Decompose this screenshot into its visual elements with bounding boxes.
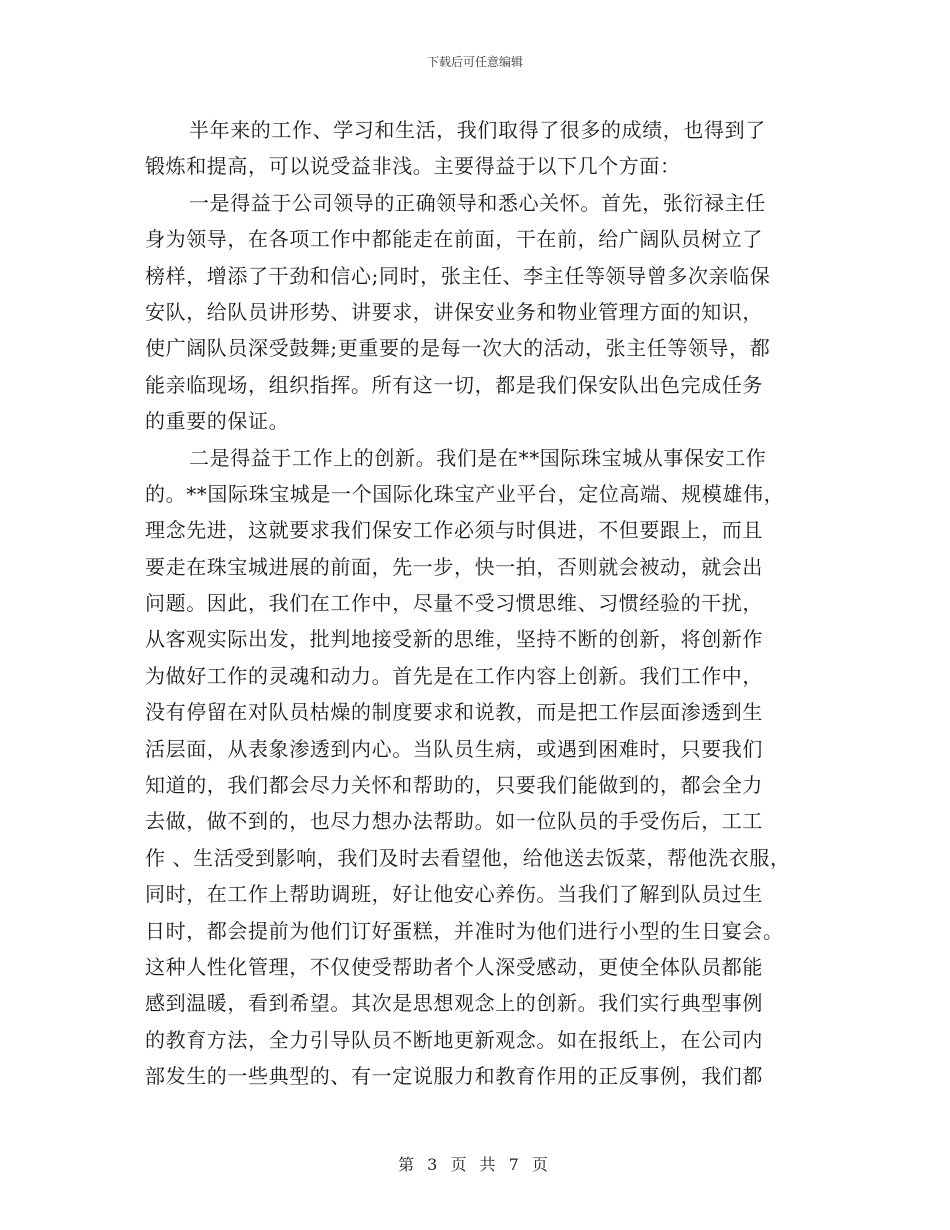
text-line: 活层面，从表象渗透到内心。当队员生病，或遇到困难时，只要我们: [145, 736, 763, 761]
text-line: 知道的，我们都会尽力关怀和帮助的，只要我们能做到的，都会全力: [145, 773, 763, 798]
text-line: 同时，在工作上帮助调班，好让他安心养伤。当我们了解到队员过生: [145, 882, 763, 907]
text-line: 的教育方法，全力引导队员不断地更新观念。如在报纸上，在公司内: [145, 1027, 763, 1052]
text-line: 的。**国际珠宝城是一个国际化珠宝产业平台，定位高端、规模雄伟，: [145, 481, 785, 506]
text-line: 使广阔队员深受鼓舞;更重要的是每一次大的活动，张主任等领导，都: [145, 336, 771, 361]
text-line: 安队，给队员讲形势、讲要求，讲保安业务和物业管理方面的知识，: [145, 299, 763, 324]
text-line: 二是得益于工作上的创新。我们是在**国际珠宝城从事保安工作: [189, 445, 767, 470]
text-line: 作 、生活受到影响，我们及时去看望他，给他送去饭菜，帮他洗衣服，: [145, 845, 791, 870]
text-line: 为做好工作的灵魂和动力。首先是在工作内容上创新。我们工作中，: [145, 663, 763, 688]
text-line: 要走在珠宝城进展的前面，先一步，快一拍，否则就会被动，就会出: [145, 554, 763, 579]
text-line: 锻炼和提高，可以说受益非浅。主要得益于以下几个方面：: [145, 154, 681, 179]
text-line: 理念先进，这就要求我们保安工作必须与时俱进，不但要跟上，而且: [145, 518, 763, 543]
text-line: 感到温暖，看到希望。其次是思想观念上的创新。我们实行典型事例: [145, 991, 763, 1016]
text-line: 榜样，增添了干劲和信心;同时，张主任、李主任等领导曾多次亲临保: [145, 263, 771, 288]
text-line: 能亲临现场，组织指挥。所有这一切，都是我们保安队出色完成任务: [145, 372, 763, 397]
text-line: 的重要的保证。: [145, 409, 290, 434]
document-body: [145, 112, 815, 1095]
text-line: 半年来的工作、学习和生活，我们取得了很多的成绩，也得到了: [189, 118, 766, 142]
text-line: 没有停留在对队员枯燥的制度要求和说教，而是把工作层面渗透到生: [145, 700, 763, 725]
text-line: 部发生的一些典型的、有一定说服力和教育作用的正反事例，我们都: [145, 1064, 763, 1089]
text-line: 从客观实际出发，批判地接受新的思维，坚持不断的创新，将创新作: [145, 627, 763, 652]
text-line: 身为领导，在各项工作中都能走在前面，干在前，给广阔队员树立了: [145, 227, 763, 252]
page-header: 下载后可任意编辑: [426, 55, 523, 69]
text-line: 问题。因此，我们在工作中，尽量不受习惯思维、习惯经验的干扰，: [145, 591, 763, 616]
text-line: 一是得益于公司领导的正确领导和悉心关怀。首先，张衍禄主任: [189, 190, 766, 215]
text-line: 去做，做不到的，也尽力想办法帮助。如一位队员的手受伤后，工工: [145, 809, 763, 834]
page-number-footer: 第 3 页 共 7 页: [398, 1155, 552, 1174]
text-line: 日时，都会提前为他们订好蛋糕，并准时为他们进行小型的生日宴会。: [145, 918, 784, 943]
text-line: 这种人性化管理，不仅使受帮助者个人深受感动，更使全体队员都能: [145, 954, 763, 979]
